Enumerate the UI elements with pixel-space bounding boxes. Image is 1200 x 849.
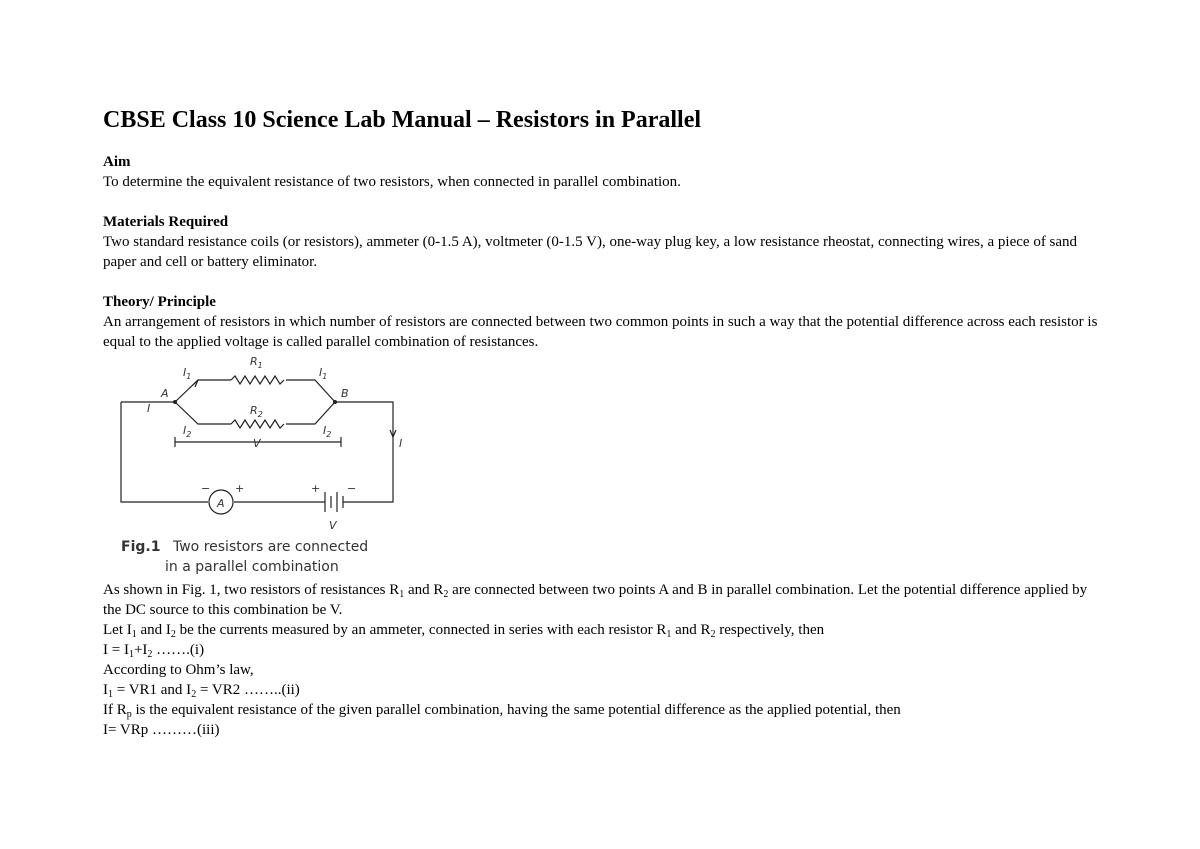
theory-text: An arrangement of resistors in which number of resistors are connected between two common points in such a way that the potential difference across each resistor is equal to the applied voltage is called parallel combination of resistances. <box>103 314 1098 350</box>
document-page <box>103 100 1103 740</box>
figure-caption-label: Fig.1 <box>121 539 161 555</box>
battery-icon <box>313 492 346 512</box>
figure-caption-line2: in a parallel combination <box>165 559 339 575</box>
branch-r2-left <box>175 402 231 424</box>
aim-heading: Aim <box>103 154 131 170</box>
equation-2: $I_1 = VR1$ and $I_2 = VR2$ ……..(ii) <box>103 682 300 700</box>
aim-text: To determine the equivalent resistance of two resistors, when connected in parallel combination. <box>103 174 681 190</box>
label-point-a: A <box>161 387 169 400</box>
resistor-r1-icon <box>231 376 284 384</box>
junction-a-icon <box>173 400 177 404</box>
label-point-b: B <box>341 387 349 400</box>
body-paragraph-3: If $R_p$ is the equivalent resistance of the given parallel combination, having the same potential difference as the applied potential, then <box>103 702 901 720</box>
materials-text: Two standard resistance coils (or resistors), ammeter (0-1.5 A), voltmeter (0-1.5 V), one-way plug key, a low resistance rheostat, connecting wires, a piece of sand paper and cell or battery eliminator. <box>103 234 1078 270</box>
label-r1: $R_1$ <box>250 355 263 370</box>
branch-r1-left <box>175 380 231 402</box>
materials-heading: Materials Required <box>103 214 229 230</box>
resistor-r2-icon <box>231 420 284 428</box>
label-i-right: I <box>399 437 403 450</box>
branch-r2-right <box>286 402 335 424</box>
label-r2: $R_2$ <box>250 404 263 419</box>
junction-b-icon <box>333 400 337 404</box>
circuit-figure <box>103 352 433 580</box>
label-battery-minus: − <box>347 482 357 495</box>
label-i2-left: $I_2$ <box>183 424 192 439</box>
parallel-circuit-diagram <box>103 352 433 580</box>
label-i-left: I <box>147 402 151 415</box>
label-i1-right: $I_1$ <box>319 366 328 381</box>
equation-1: $I = I_1+I_2$ …….(i) <box>103 642 205 660</box>
page-title: CBSE Class 10 Science Lab Manual – Resistors in Parallel <box>103 107 702 133</box>
circuit-wire-left <box>121 402 211 502</box>
body-paragraph-1: As shown in Fig. 1, two resistors of resistances $R_1$ and $R_2$ are connected between two points A and B in parallel combination. Let the potential difference applied by the DC source to this combination be V. <box>103 582 1088 618</box>
label-ammeter: A <box>217 497 225 510</box>
branch-r1-right <box>286 380 335 402</box>
ohms-law-line: According to Ohm’s law, <box>103 662 254 678</box>
theory-heading: Theory/ Principle <box>103 294 216 310</box>
body-paragraph-2: Let $I_1$ and $I_2$ be the currents measured by an ammeter, connected in series with each resistor $R_1$ and $R_2$ respectively, then <box>103 622 825 640</box>
label-i1-left: $I_1$ <box>183 366 192 381</box>
label-v-span: V <box>253 437 261 450</box>
label-battery-plus: + <box>311 482 321 495</box>
circuit-wire-right <box>335 402 393 502</box>
arrow-i1-left-icon <box>193 380 198 387</box>
equation-3: I= VRp ………(iii) <box>103 722 220 738</box>
figure-caption-line1: Two resistors are connected <box>173 539 369 555</box>
label-ammeter-plus: + <box>235 482 245 495</box>
label-i2-right: $I_2$ <box>323 424 332 439</box>
label-ammeter-minus: − <box>201 482 211 495</box>
label-v-battery: V <box>329 519 337 532</box>
